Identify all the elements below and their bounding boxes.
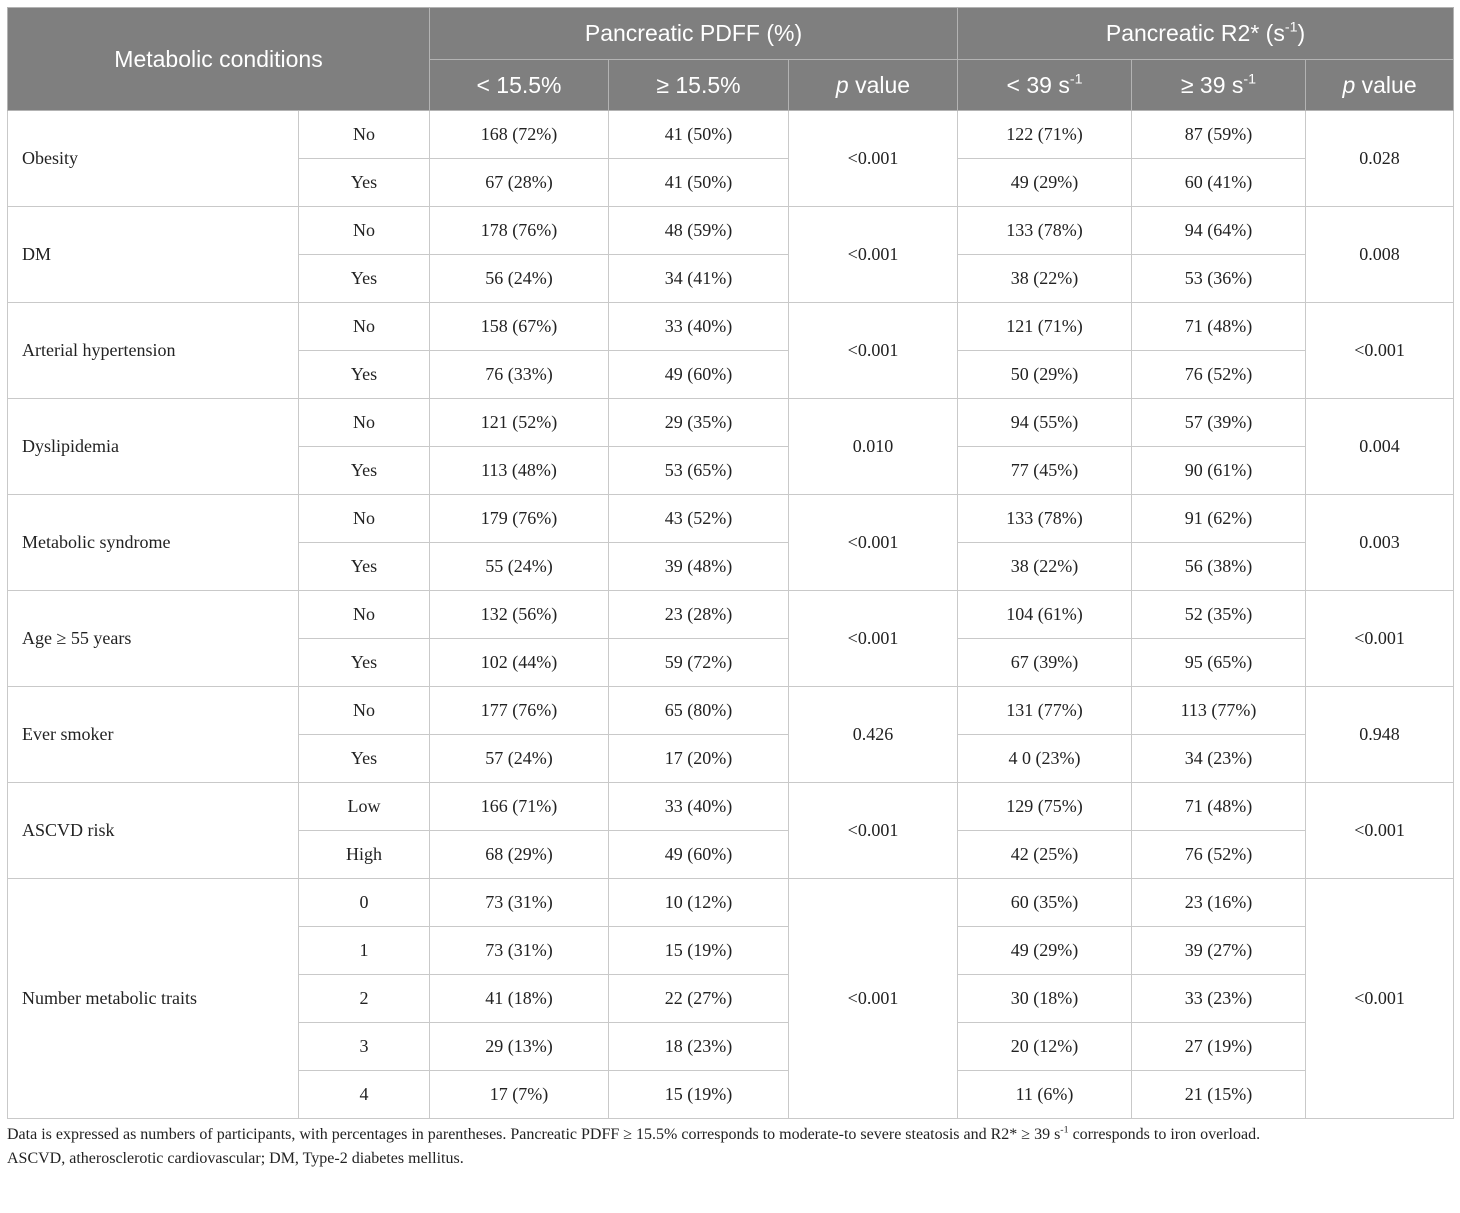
r2-pvalue-cell: <0.001 bbox=[1306, 591, 1454, 687]
footnote-line-1 bbox=[7, 1123, 1453, 1147]
table-row bbox=[8, 591, 1454, 639]
r2-high-cell: 53 (36%) bbox=[1132, 255, 1306, 303]
condition-label: Number metabolic traits bbox=[8, 879, 299, 1119]
r2-low-cell: 131 (77%) bbox=[958, 687, 1132, 735]
r2-low-cell: 122 (71%) bbox=[958, 111, 1132, 159]
pdff-low-cell: 166 (71%) bbox=[430, 783, 609, 831]
pdff-high-cell: 29 (35%) bbox=[609, 399, 789, 447]
subgroup-cell: 3 bbox=[299, 1023, 430, 1071]
subgroup-cell: Yes bbox=[299, 639, 430, 687]
pdff-high-cell: 33 (40%) bbox=[609, 303, 789, 351]
r2-high-cell: 52 (35%) bbox=[1132, 591, 1306, 639]
r2-low-cell: 133 (78%) bbox=[958, 207, 1132, 255]
subgroup-cell: Yes bbox=[299, 159, 430, 207]
table-row bbox=[8, 783, 1454, 831]
pdff-pvalue-cell: 0.010 bbox=[789, 399, 958, 495]
pdff-low-cell: 76 (33%) bbox=[430, 351, 609, 399]
subgroup-cell: Yes bbox=[299, 735, 430, 783]
subgroup-cell: Yes bbox=[299, 543, 430, 591]
subgroup-cell: Yes bbox=[299, 447, 430, 495]
r2-low-cell: 129 (75%) bbox=[958, 783, 1132, 831]
subgroup-cell: Low bbox=[299, 783, 430, 831]
table-row bbox=[8, 303, 1454, 351]
p-value-word: value bbox=[848, 71, 911, 98]
table-row bbox=[8, 687, 1454, 735]
r2-high-cell: 113 (77%) bbox=[1132, 687, 1306, 735]
pdff-low-cell: 168 (72%) bbox=[430, 111, 609, 159]
pdff-low-cell: 178 (76%) bbox=[430, 207, 609, 255]
pdff-low-cell: 67 (28%) bbox=[430, 159, 609, 207]
r2-low-cell: 60 (35%) bbox=[958, 879, 1132, 927]
pdff-high-cell: 41 (50%) bbox=[609, 159, 789, 207]
header-r2-low bbox=[958, 60, 1132, 111]
subgroup-cell: No bbox=[299, 495, 430, 543]
footnote-line-2: ASCVD, atherosclerotic cardiovascular; DM, Type-2 diabetes mellitus. bbox=[7, 1150, 464, 1167]
p-letter: p bbox=[1342, 71, 1356, 98]
pdff-high-cell: 15 (19%) bbox=[609, 1071, 789, 1119]
pdff-pvalue-cell: <0.001 bbox=[789, 207, 958, 303]
header-pdff-high: ≥ 15.5% bbox=[609, 60, 789, 111]
condition-label: Metabolic syndrome bbox=[8, 495, 299, 591]
r2-pvalue-cell: 0.948 bbox=[1306, 687, 1454, 783]
metabolic-conditions-table bbox=[7, 7, 1454, 1119]
r2-high-cell: 33 (23%) bbox=[1132, 975, 1306, 1023]
pdff-low-cell: 179 (76%) bbox=[430, 495, 609, 543]
pdff-high-cell: 17 (20%) bbox=[609, 735, 789, 783]
header-r2-group bbox=[958, 8, 1454, 60]
pdff-low-cell: 113 (48%) bbox=[430, 447, 609, 495]
r2-low-cell: 133 (78%) bbox=[958, 495, 1132, 543]
pdff-high-cell: 23 (28%) bbox=[609, 591, 789, 639]
r2-high-cell: 27 (19%) bbox=[1132, 1023, 1306, 1071]
footnote-text-b: corresponds to iron overload. bbox=[1068, 1126, 1261, 1143]
r2-high-cell: 76 (52%) bbox=[1132, 351, 1306, 399]
pdff-low-cell: 29 (13%) bbox=[430, 1023, 609, 1071]
pdff-low-cell: 68 (29%) bbox=[430, 831, 609, 879]
pdff-high-cell: 49 (60%) bbox=[609, 831, 789, 879]
header-pdff-group: Pancreatic PDFF (%) bbox=[430, 8, 958, 60]
pdff-high-cell: 48 (59%) bbox=[609, 207, 789, 255]
subgroup-cell: 4 bbox=[299, 1071, 430, 1119]
r2-high-cell: 76 (52%) bbox=[1132, 831, 1306, 879]
header-r2-sup: -1 bbox=[1284, 19, 1298, 36]
subgroup-cell: 0 bbox=[299, 879, 430, 927]
pdff-high-cell: 33 (40%) bbox=[609, 783, 789, 831]
header-metabolic-conditions: Metabolic conditions bbox=[8, 8, 430, 111]
pdff-low-cell: 102 (44%) bbox=[430, 639, 609, 687]
r2-low-cell: 49 (29%) bbox=[958, 159, 1132, 207]
p-letter: p bbox=[835, 71, 849, 98]
r2-low-text: < 39 s bbox=[1006, 71, 1070, 98]
r2-low-cell: 38 (22%) bbox=[958, 255, 1132, 303]
condition-label: ASCVD risk bbox=[8, 783, 299, 879]
pdff-pvalue-cell: 0.426 bbox=[789, 687, 958, 783]
subgroup-cell: 1 bbox=[299, 927, 430, 975]
r2-high-cell: 21 (15%) bbox=[1132, 1071, 1306, 1119]
table-row bbox=[8, 879, 1454, 927]
subgroup-cell: No bbox=[299, 111, 430, 159]
pdff-high-cell: 53 (65%) bbox=[609, 447, 789, 495]
condition-label: Dyslipidemia bbox=[8, 399, 299, 495]
table-row bbox=[8, 399, 1454, 447]
pdff-high-cell: 39 (48%) bbox=[609, 543, 789, 591]
r2-high-cell: 23 (16%) bbox=[1132, 879, 1306, 927]
pdff-low-cell: 56 (24%) bbox=[430, 255, 609, 303]
pdff-low-cell: 57 (24%) bbox=[430, 735, 609, 783]
r2-pvalue-cell: 0.003 bbox=[1306, 495, 1454, 591]
table-footnote bbox=[7, 1123, 1453, 1171]
r2-high-text: ≥ 39 s bbox=[1180, 71, 1244, 98]
r2-high-cell: 71 (48%) bbox=[1132, 783, 1306, 831]
r2-low-cell: 94 (55%) bbox=[958, 399, 1132, 447]
subgroup-cell: No bbox=[299, 303, 430, 351]
r2-low-cell: 38 (22%) bbox=[958, 543, 1132, 591]
pdff-low-cell: 158 (67%) bbox=[430, 303, 609, 351]
subgroup-cell: Yes bbox=[299, 351, 430, 399]
r2-high-cell: 87 (59%) bbox=[1132, 111, 1306, 159]
pdff-pvalue-cell: <0.001 bbox=[789, 591, 958, 687]
table-row bbox=[8, 495, 1454, 543]
pdff-high-cell: 43 (52%) bbox=[609, 495, 789, 543]
r2-high-cell: 95 (65%) bbox=[1132, 639, 1306, 687]
r2-pvalue-cell: 0.008 bbox=[1306, 207, 1454, 303]
r2-pvalue-cell: <0.001 bbox=[1306, 783, 1454, 879]
pdff-high-cell: 49 (60%) bbox=[609, 351, 789, 399]
pdff-low-cell: 73 (31%) bbox=[430, 879, 609, 927]
r2-pvalue-cell: <0.001 bbox=[1306, 303, 1454, 399]
r2-low-cell: 30 (18%) bbox=[958, 975, 1132, 1023]
r2-pvalue-cell: 0.004 bbox=[1306, 399, 1454, 495]
pdff-high-cell: 41 (50%) bbox=[609, 111, 789, 159]
table-figure bbox=[7, 7, 1453, 1171]
r2-high-cell: 60 (41%) bbox=[1132, 159, 1306, 207]
r2-low-cell: 77 (45%) bbox=[958, 447, 1132, 495]
subgroup-cell: Yes bbox=[299, 255, 430, 303]
r2-low-sup: -1 bbox=[1069, 71, 1083, 88]
r2-low-cell: 11 (6%) bbox=[958, 1071, 1132, 1119]
pdff-pvalue-cell: <0.001 bbox=[789, 303, 958, 399]
subgroup-cell: No bbox=[299, 591, 430, 639]
pdff-pvalue-cell: <0.001 bbox=[789, 111, 958, 207]
header-row-1 bbox=[8, 8, 1454, 60]
r2-low-cell: 20 (12%) bbox=[958, 1023, 1132, 1071]
r2-high-cell: 56 (38%) bbox=[1132, 543, 1306, 591]
condition-label: DM bbox=[8, 207, 299, 303]
pdff-low-cell: 73 (31%) bbox=[430, 927, 609, 975]
pdff-low-cell: 41 (18%) bbox=[430, 975, 609, 1023]
r2-high-cell: 91 (62%) bbox=[1132, 495, 1306, 543]
pdff-high-cell: 65 (80%) bbox=[609, 687, 789, 735]
condition-label: Ever smoker bbox=[8, 687, 299, 783]
pdff-high-cell: 10 (12%) bbox=[609, 879, 789, 927]
r2-high-cell: 39 (27%) bbox=[1132, 927, 1306, 975]
r2-high-cell: 34 (23%) bbox=[1132, 735, 1306, 783]
table-row bbox=[8, 111, 1454, 159]
condition-label: Arterial hypertension bbox=[8, 303, 299, 399]
footnote-text-a: Data is expressed as numbers of participants, with percentages in parentheses. Pancreatic PDFF ≥ 15.5% corresponds to moderate-to severe steatosis and R2* ≥ 39 s bbox=[7, 1126, 1061, 1143]
r2-pvalue-cell: <0.001 bbox=[1306, 879, 1454, 1119]
pdff-low-cell: 121 (52%) bbox=[430, 399, 609, 447]
pdff-pvalue-cell: <0.001 bbox=[789, 879, 958, 1119]
condition-label: Age ≥ 55 years bbox=[8, 591, 299, 687]
r2-low-cell: 4 0 (23%) bbox=[958, 735, 1132, 783]
subgroup-cell: No bbox=[299, 207, 430, 255]
pdff-high-cell: 59 (72%) bbox=[609, 639, 789, 687]
footnote-sup: -1 bbox=[1060, 1124, 1069, 1136]
pdff-high-cell: 18 (23%) bbox=[609, 1023, 789, 1071]
subgroup-cell: No bbox=[299, 687, 430, 735]
r2-low-cell: 49 (29%) bbox=[958, 927, 1132, 975]
header-pdff-low: < 15.5% bbox=[430, 60, 609, 111]
pdff-low-cell: 177 (76%) bbox=[430, 687, 609, 735]
header-r2-pvalue bbox=[1306, 60, 1454, 111]
pdff-pvalue-cell: <0.001 bbox=[789, 495, 958, 591]
r2-high-cell: 94 (64%) bbox=[1132, 207, 1306, 255]
header-r2-high bbox=[1132, 60, 1306, 111]
pdff-low-cell: 55 (24%) bbox=[430, 543, 609, 591]
pdff-low-cell: 17 (7%) bbox=[430, 1071, 609, 1119]
pdff-high-cell: 34 (41%) bbox=[609, 255, 789, 303]
header-r2-main: Pancreatic R2* (s bbox=[1105, 20, 1285, 46]
r2-high-sup: -1 bbox=[1243, 71, 1257, 88]
table-row bbox=[8, 207, 1454, 255]
r2-low-cell: 67 (39%) bbox=[958, 639, 1132, 687]
header-r2-end: ) bbox=[1297, 20, 1306, 46]
r2-high-cell: 90 (61%) bbox=[1132, 447, 1306, 495]
pdff-low-cell: 132 (56%) bbox=[430, 591, 609, 639]
p-value-word: value bbox=[1355, 71, 1417, 98]
r2-low-cell: 104 (61%) bbox=[958, 591, 1132, 639]
r2-high-cell: 57 (39%) bbox=[1132, 399, 1306, 447]
subgroup-cell: 2 bbox=[299, 975, 430, 1023]
pdff-high-cell: 15 (19%) bbox=[609, 927, 789, 975]
r2-pvalue-cell: 0.028 bbox=[1306, 111, 1454, 207]
header-pdff-pvalue bbox=[789, 60, 958, 111]
condition-label: Obesity bbox=[8, 111, 299, 207]
subgroup-cell: High bbox=[299, 831, 430, 879]
r2-high-cell: 71 (48%) bbox=[1132, 303, 1306, 351]
pdff-pvalue-cell: <0.001 bbox=[789, 783, 958, 879]
r2-low-cell: 42 (25%) bbox=[958, 831, 1132, 879]
r2-low-cell: 50 (29%) bbox=[958, 351, 1132, 399]
pdff-high-cell: 22 (27%) bbox=[609, 975, 789, 1023]
subgroup-cell: No bbox=[299, 399, 430, 447]
r2-low-cell: 121 (71%) bbox=[958, 303, 1132, 351]
